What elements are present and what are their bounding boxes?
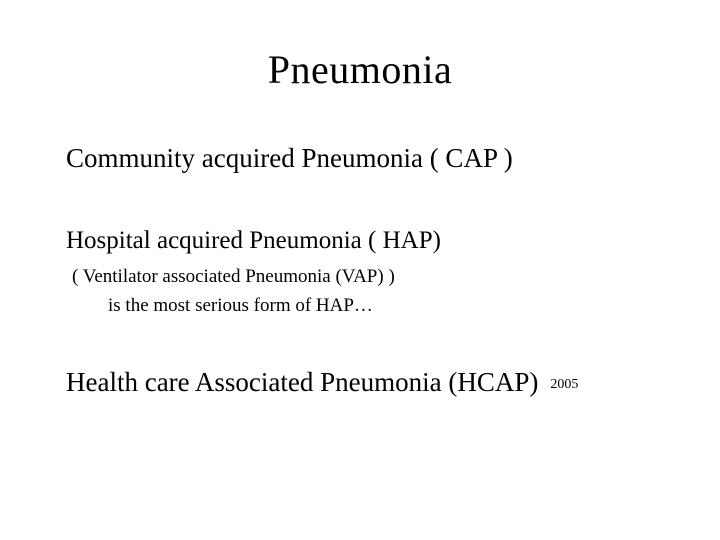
sub-bullet-vap: ( Ventilator associated Pneumonia (VAP) ) — [72, 266, 395, 287]
hcap-year: 2005 — [550, 376, 579, 392]
slide-title: Pneumonia — [267, 47, 453, 92]
sub-bullet-vap-note: is the most serious form of HAP… — [108, 295, 373, 316]
bullet-hcap: Health care Associated Pneumonia (HCAP) — [66, 367, 539, 397]
bullet-hap: Hospital acquired Pneumonia ( HAP) — [66, 227, 441, 254]
bullet-cap: Community acquired Pneumonia ( CAP ) — [66, 143, 513, 173]
bullet-hcap-row — [66, 364, 578, 403]
